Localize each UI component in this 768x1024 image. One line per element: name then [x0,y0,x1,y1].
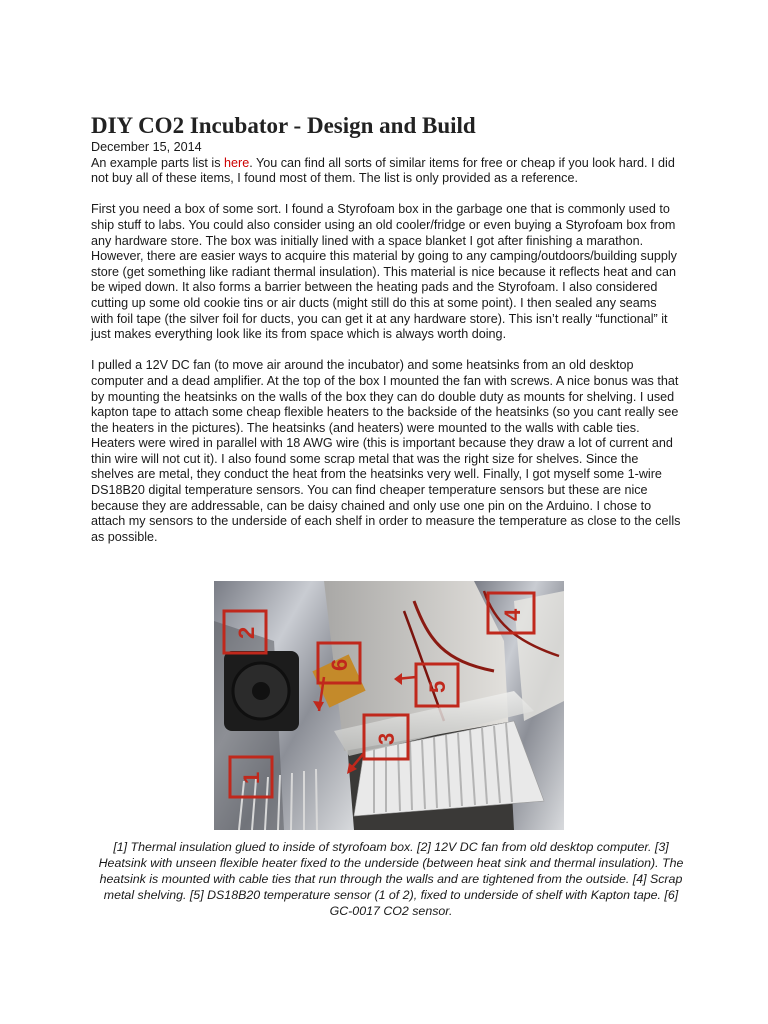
intro-text-before-link: An example parts list is [91,155,224,170]
callout-label-2: 2 [234,626,259,639]
article-date: December 15, 2014 [91,140,202,154]
intro-text-after-link: . You can find all sorts of similar items for free or cheap if you look hard. I did not buy all of these items, I found most of them. The list is only provided as a reference. [91,155,675,186]
figure-caption: [1] Thermal insulation glued to inside of styrofoam box. [2] 12V DC fan from old desktop computer. [3] Heatsink with unseen flexible heater fixed to the underside (between heat sink and thermal insulation). The heatsink is mounted with cable ties that run through the walls and are tightened from the outside. [4] Scrap metal shelving. [5] DS18B20 temperature sensor (1 of 2), fixed to underside of shelf with Kapton tape. [6] GC-0017 CO2 sensor. [98,840,684,918]
callout-label-1: 1 [239,771,264,784]
article-body [91,113,681,545]
incubator-photo [214,581,564,830]
article-title: DIY CO2 Incubator - Design and Build [91,113,476,138]
intro-paragraph [91,156,681,187]
callout-label-6: 6 [327,658,352,671]
callout-label-3: 3 [374,732,399,745]
callout-label-5: 5 [425,680,450,693]
callout-label-4: 4 [500,608,525,621]
fan-heatsink-paragraph: I pulled a 12V DC fan (to move air around the incubator) and some heatsinks from an old desktop computer and a dead amplifier. At the top of the box I mounted the fan with screws. A nice bonus was that by mounting the heatsinks on the walls of the box they can do double duty as mounts for shelving. I used kapton tape to attach some cheap flexible heaters to the backside of the heatsinks (so you cant really see the heaters in the pictures). The heatsinks (and heaters) were mounted to the walls with cable ties. Heaters were wired in parallel with 18 AWG wire (this is important because they draw a lot of current and thin wire will not cut it). I also found some scrap metal that was the right size for shelves. Since the shelves are metal, they conduct the heat from the heatsinks very well. Finally, I got myself some 1-wire DS18B20 digital temperature sensors. You can find cheaper temperature sensors but these are nice because they are addressable, can be daisy chained and only use one pin on the Arduino. I chose to attach my sensors to the underside of each shelf in order to measure the temperature as close to the cells as possible. [91,358,681,544]
box-paragraph: First you need a box of some sort. I found a Styrofoam box in the garbage one that is commonly used to ship stuff to labs. You could also consider using an old cooler/fridge or even buying a Styrofoam box from any hardware store. The box was initially lined with a space blanket I got after finishing a marathon. However, there are easier ways to acquire this material by going to any camping/outdoors/building supply store (get something like radiant thermal insulation). This material is nice because it reflects heat and can be wiped down. It also forms a barrier between the heating pads and the Styrofoam. I also considered cutting up some old cookie tins or air ducts (might still do this at some point). I then sealed any seams with foil tape (the silver foil for ducts, you can get it at any hardware store). This isn’t really “functional” it just makes everything look like its from space which is always worth doing. [91,202,677,342]
parts-list-link[interactable]: here [224,155,250,170]
